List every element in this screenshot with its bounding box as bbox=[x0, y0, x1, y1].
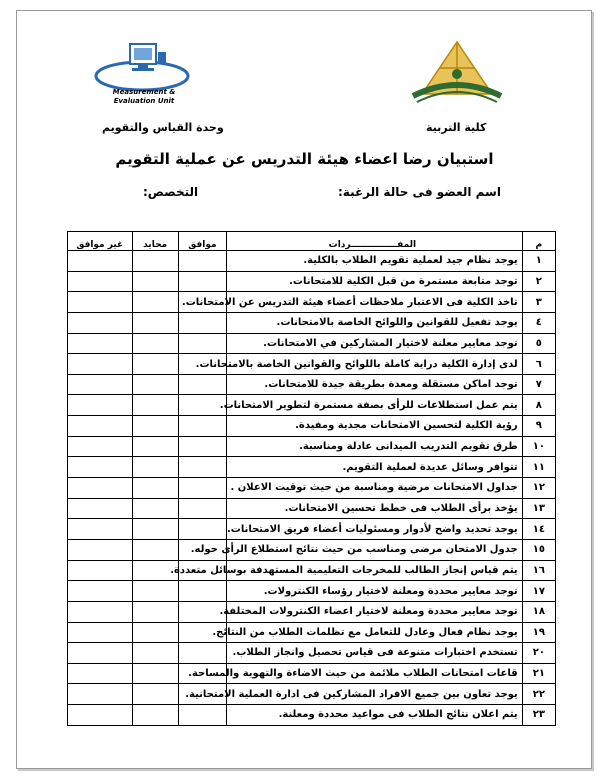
disagree-cell[interactable] bbox=[68, 312, 133, 333]
row-statement: تتوافر وسائل عديدة لعملية التقويم. bbox=[227, 457, 523, 478]
agree-cell[interactable] bbox=[178, 416, 226, 437]
agree-cell[interactable] bbox=[178, 519, 226, 540]
table-row bbox=[68, 663, 556, 684]
agree-cell[interactable] bbox=[178, 705, 226, 726]
neutral-cell[interactable] bbox=[132, 643, 178, 664]
table-row bbox=[68, 539, 556, 560]
disagree-cell[interactable] bbox=[68, 684, 133, 705]
table-row bbox=[68, 416, 556, 437]
table-row bbox=[68, 519, 556, 540]
agree-cell[interactable] bbox=[178, 478, 226, 499]
col-header-neutral: محايد bbox=[132, 232, 178, 251]
table-row bbox=[68, 705, 556, 726]
disagree-cell[interactable] bbox=[68, 539, 133, 560]
agree-cell[interactable] bbox=[178, 581, 226, 602]
row-number: ١٩ bbox=[522, 622, 555, 643]
unit-logo-text: Measurement & Evaluation Unit bbox=[112, 88, 176, 105]
row-statement: يوجد نظام فعال وعادل للتعامل مع تظلمات الطلاب من النتائج. bbox=[227, 622, 523, 643]
row-number: ١١ bbox=[522, 457, 555, 478]
table-row bbox=[68, 251, 556, 272]
neutral-cell[interactable] bbox=[132, 519, 178, 540]
disagree-cell[interactable] bbox=[68, 374, 133, 395]
agree-cell[interactable] bbox=[178, 271, 226, 292]
row-number: ٩ bbox=[522, 416, 555, 437]
row-statement: توجد اماكن مستقلة ومعدة بطريقة جيدة للامتحانات. bbox=[227, 374, 523, 395]
row-statement: توجد معايير محددة ومعلنة لاختيار رؤساء الكنترولات. bbox=[227, 581, 523, 602]
table-row bbox=[68, 333, 556, 354]
neutral-cell[interactable] bbox=[132, 416, 178, 437]
row-number: ٢ bbox=[522, 271, 555, 292]
row-statement: رؤية الكلية لتحسين الامتحانات مجدية ومفيدة. bbox=[227, 416, 523, 437]
row-statement: تاخذ الكلية فى الاعتبار ملاحظات أعضاء هيئة التدريس عن الامتحانات. bbox=[227, 292, 523, 313]
disagree-cell[interactable] bbox=[68, 519, 133, 540]
table-row bbox=[68, 643, 556, 664]
neutral-cell[interactable] bbox=[132, 684, 178, 705]
table-row bbox=[68, 601, 556, 622]
disagree-cell[interactable] bbox=[68, 436, 133, 457]
row-statement: يؤخذ برأى الطلاب فى خطط تحسين الامتحانات. bbox=[227, 498, 523, 519]
table-row bbox=[68, 354, 556, 375]
disagree-cell[interactable] bbox=[68, 705, 133, 726]
neutral-cell[interactable] bbox=[132, 436, 178, 457]
row-number: ٨ bbox=[522, 395, 555, 416]
neutral-cell[interactable] bbox=[132, 581, 178, 602]
table-row bbox=[68, 560, 556, 581]
table-row bbox=[68, 478, 556, 499]
disagree-cell[interactable] bbox=[68, 333, 133, 354]
neutral-cell[interactable] bbox=[132, 478, 178, 499]
row-statement: توجد معايير محددة ومعلنة لاختيار اعضاء الكنترولات المختلفة. bbox=[227, 601, 523, 622]
table-header-row bbox=[68, 232, 556, 251]
row-number: ١٨ bbox=[522, 601, 555, 622]
row-number: ٣ bbox=[522, 292, 555, 313]
neutral-cell[interactable] bbox=[132, 354, 178, 375]
neutral-cell[interactable] bbox=[132, 312, 178, 333]
col-header-agree: موافق bbox=[178, 232, 226, 251]
row-statement: يوجد تحديد واضح لأدوار ومسئوليات أعضاء فريق الامتحانات. bbox=[227, 519, 523, 540]
row-statement: تستخدم اختبارات متنوعة فى قياس تحصيل وانجاز الطلاب. bbox=[227, 643, 523, 664]
row-statement: قاعات امتحانات الطلاب ملائمة من حيث الاضاءة والتهوية والمساحة. bbox=[227, 663, 523, 684]
table-row bbox=[68, 292, 556, 313]
neutral-cell[interactable] bbox=[132, 498, 178, 519]
row-statement: لدى إدارة الكلية دراية كاملة باللوائح والقوانين الخاصة بالامتحانات. bbox=[227, 354, 523, 375]
row-statement: يتم اعلان نتائج الطلاب فى مواعيد محددة ومعلنة. bbox=[227, 705, 523, 726]
table-row bbox=[68, 684, 556, 705]
table-row bbox=[68, 457, 556, 478]
neutral-cell[interactable] bbox=[132, 705, 178, 726]
table-row bbox=[68, 271, 556, 292]
disagree-cell[interactable] bbox=[68, 478, 133, 499]
neutral-cell[interactable] bbox=[132, 292, 178, 313]
table-row bbox=[68, 395, 556, 416]
survey-body bbox=[68, 251, 556, 726]
unit-name: وحدة القياس والتقويم bbox=[102, 121, 224, 134]
disagree-cell[interactable] bbox=[68, 663, 133, 684]
table-row bbox=[68, 581, 556, 602]
survey-table bbox=[67, 231, 556, 726]
row-number: ١٢ bbox=[522, 478, 555, 499]
agree-cell[interactable] bbox=[178, 251, 226, 272]
table-row bbox=[68, 374, 556, 395]
neutral-cell[interactable] bbox=[132, 601, 178, 622]
row-number: ١٤ bbox=[522, 519, 555, 540]
neutral-cell[interactable] bbox=[132, 374, 178, 395]
table-row bbox=[68, 436, 556, 457]
disagree-cell[interactable] bbox=[68, 601, 133, 622]
disagree-cell[interactable] bbox=[68, 292, 133, 313]
agree-cell[interactable] bbox=[178, 374, 226, 395]
row-number: ٢١ bbox=[522, 663, 555, 684]
disagree-cell[interactable] bbox=[68, 251, 133, 272]
disagree-cell[interactable] bbox=[68, 560, 133, 581]
disagree-cell[interactable] bbox=[68, 457, 133, 478]
table-row bbox=[68, 622, 556, 643]
row-number: ١٥ bbox=[522, 539, 555, 560]
disagree-cell[interactable] bbox=[68, 622, 133, 643]
agree-cell[interactable] bbox=[178, 333, 226, 354]
neutral-cell[interactable] bbox=[132, 271, 178, 292]
row-statement: طرق تقويم التدريب الميدانى عادلة ومناسبة. bbox=[227, 436, 523, 457]
agree-cell[interactable] bbox=[178, 312, 226, 333]
row-statement: يتم عمل استطلاعات للرأى بصفة مستمرة لتطوير الامتحانات. bbox=[227, 395, 523, 416]
row-number: ١٣ bbox=[522, 498, 555, 519]
disagree-cell[interactable] bbox=[68, 643, 133, 664]
disagree-cell[interactable] bbox=[68, 395, 133, 416]
row-statement: توجد معايير معلنة لاختيار المشاركين في الامتحانات. bbox=[227, 333, 523, 354]
form-title: استبيان رضا اعضاء هيئة التدريس عن عملية التقويم bbox=[115, 150, 494, 168]
agree-cell[interactable] bbox=[178, 457, 226, 478]
neutral-cell[interactable] bbox=[132, 395, 178, 416]
disagree-cell[interactable] bbox=[68, 416, 133, 437]
disagree-cell[interactable] bbox=[68, 498, 133, 519]
neutral-cell[interactable] bbox=[132, 333, 178, 354]
neutral-cell[interactable] bbox=[132, 663, 178, 684]
member-name-label: اسم العضو فى حالة الرغبة: bbox=[338, 185, 501, 199]
row-number: ١٠ bbox=[522, 436, 555, 457]
agree-cell[interactable] bbox=[178, 498, 226, 519]
row-number: ١ bbox=[522, 251, 555, 272]
specialization-label: التخصص: bbox=[143, 185, 199, 199]
row-number: ١٧ bbox=[522, 581, 555, 602]
col-header-items: المفـــــــــــــــردات bbox=[227, 232, 523, 251]
neutral-cell[interactable] bbox=[132, 539, 178, 560]
row-number: ٦ bbox=[522, 354, 555, 375]
row-statement: يتم قياس إنجاز الطالب للمخرجات التعليمية المستهدفة بوسائل متعددة. bbox=[227, 560, 523, 581]
row-number: ٧ bbox=[522, 374, 555, 395]
college-logo-icon bbox=[407, 34, 507, 104]
row-number: ١٦ bbox=[522, 560, 555, 581]
row-statement: توجد متابعة مستمرة من قبل الكلية للامتحانات. bbox=[227, 271, 523, 292]
row-number: ٢٠ bbox=[522, 643, 555, 664]
row-number: ٢٢ bbox=[522, 684, 555, 705]
row-number: ٤ bbox=[522, 312, 555, 333]
neutral-cell[interactable] bbox=[132, 622, 178, 643]
row-statement: يوجد تفعيل للقوانين واللوائح الخاصة بالامتحانات. bbox=[227, 312, 523, 333]
row-statement: جدول الامتحان مرضى ومناسب من حيث نتائج استطلاع الرأى حوله. bbox=[227, 539, 523, 560]
row-statement: يوجد نظام جيد لعملية تقويم الطلاب بالكلية. bbox=[227, 251, 523, 272]
agree-cell[interactable] bbox=[178, 643, 226, 664]
row-statement: يوجد تعاون بين جميع الافراد المشاركين فى ادارة العملية الامتحانية. bbox=[227, 684, 523, 705]
row-number: ٥ bbox=[522, 333, 555, 354]
table-row bbox=[68, 498, 556, 519]
table-row bbox=[68, 312, 556, 333]
agree-cell[interactable] bbox=[178, 436, 226, 457]
college-name: كلية التربية bbox=[426, 121, 487, 134]
disagree-cell[interactable] bbox=[68, 354, 133, 375]
row-statement: جداول الامتحانات مرضية ومناسبة من حيث توقيت الاعلان . bbox=[227, 478, 523, 499]
disagree-cell[interactable] bbox=[68, 581, 133, 602]
col-header-number: م bbox=[522, 232, 555, 251]
neutral-cell[interactable] bbox=[132, 457, 178, 478]
disagree-cell[interactable] bbox=[68, 271, 133, 292]
row-number: ٢٣ bbox=[522, 705, 555, 726]
col-header-disagree: غير موافق bbox=[68, 232, 133, 251]
neutral-cell[interactable] bbox=[132, 251, 178, 272]
